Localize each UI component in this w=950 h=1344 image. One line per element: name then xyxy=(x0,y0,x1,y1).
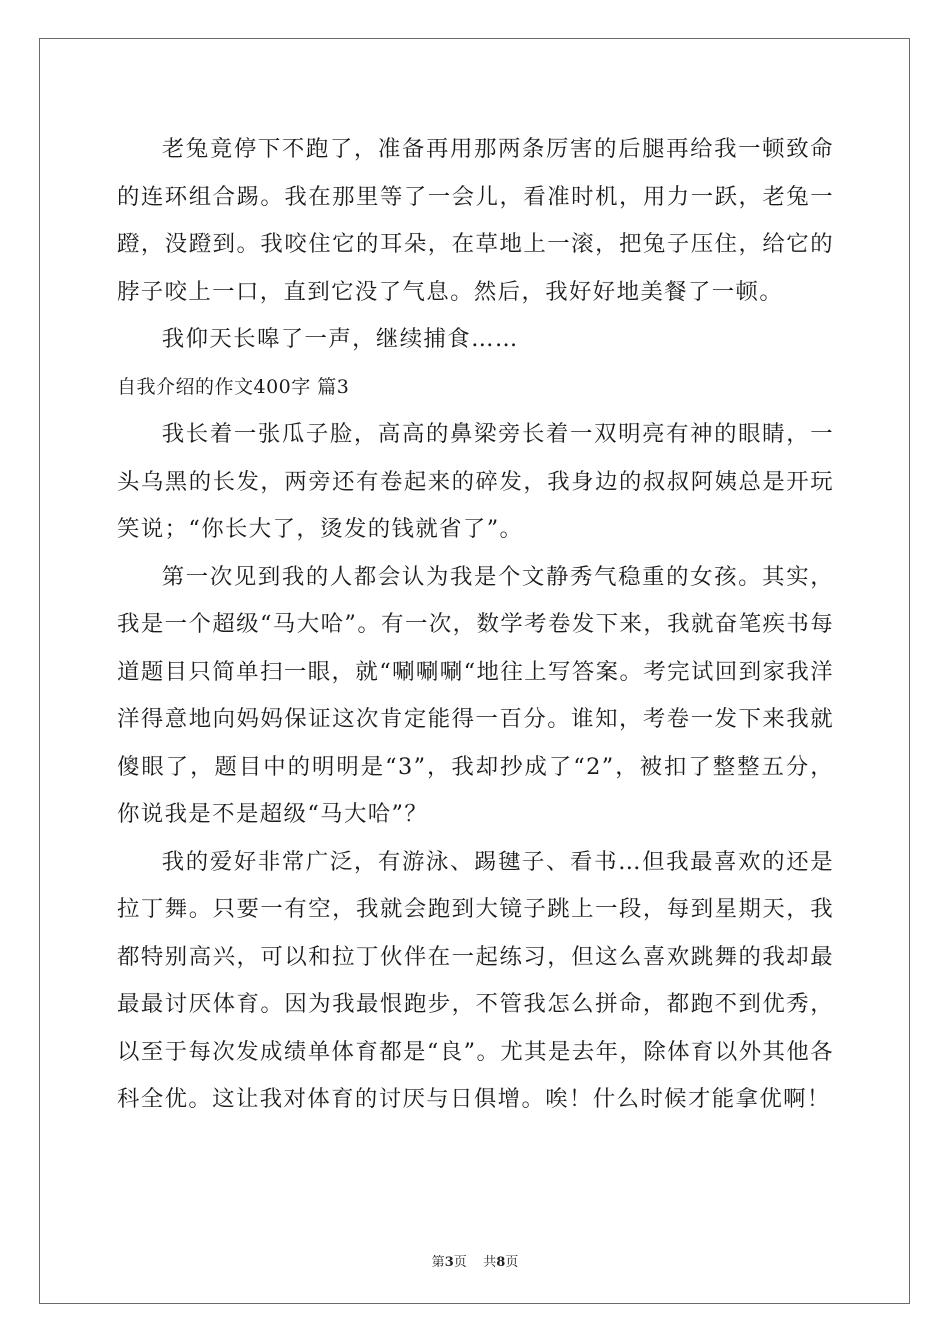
paragraph-howl: 我仰天长嗥了一声，继续捕食…… xyxy=(161,326,519,352)
footer-middle: 页 共 xyxy=(453,1255,497,1270)
paragraph-hobbies: 我的爱好非常广泛，有游泳、踢毽子、看书…但我最喜欢的还是拉丁舞。只要一有空，我就会跑到大镜子跳上一段，每到星期天，我都特别高兴，可以和拉丁伙伴在一起练习，但这么喜欢跳舞的我却最最最讨厌体育。因为我最恨跑步，不管我怎么拼命，都跑不到优秀，以至于每次发成绩单体育都是“良”。尤其是去年，除体育以外其他各科全优。这让我对体育的讨厌与日俱增。唉！什么时候才能拿优啊！ xyxy=(117,848,834,1112)
footer-current-page: 3 xyxy=(444,1255,454,1270)
paragraph-rabbit-fight: 老兔竟停下不跑了，准备再用那两条厉害的后腿再给我一顿致命的连环组合踢。我在那里等了一会儿，看准时机，用力一跃，老兔一蹬，没蹬到。我咬住它的耳朵，在草地上一滚，把兔子压住，给它的脖子咬上一口，直到它没了气息。然后，我好好地美餐了一顿。 xyxy=(117,136,834,305)
footer-total-pages: 8 xyxy=(496,1255,506,1270)
page-footer xyxy=(0,1251,950,1270)
footer-prefix: 第 xyxy=(431,1255,445,1270)
paragraph-careless: 第一次见到我的人都会认为我是个文静秀气稳重的女孩。其实，我是一个超级“马大哈”。有一次，数学考卷发下来，我就奋笔疾书每道题目只简单扫一眼，就“唰唰唰“地往上写答案。考完试回到家我洋洋得意地向妈妈保证这次肯定能得一百分。谁知，考卷一发下来我就傻眼了，题目中的明明是“3”，我却抄成了“2”，被扣了整整五分，你说我是不是超级“马大哈”？ xyxy=(117,563,834,827)
document-body xyxy=(117,126,834,1124)
footer-suffix: 页 xyxy=(505,1255,519,1270)
section-heading: 自我介绍的作文400字 篇3 xyxy=(117,375,350,398)
paragraph-appearance: 我长着一张瓜子脸，高高的鼻梁旁长着一双明亮有神的眼睛，一头乌黑的长发，两旁还有卷起来的碎发，我身边的叔叔阿姨总是开玩笑说；“你长大了，烫发的钱就省了”。 xyxy=(117,421,834,542)
